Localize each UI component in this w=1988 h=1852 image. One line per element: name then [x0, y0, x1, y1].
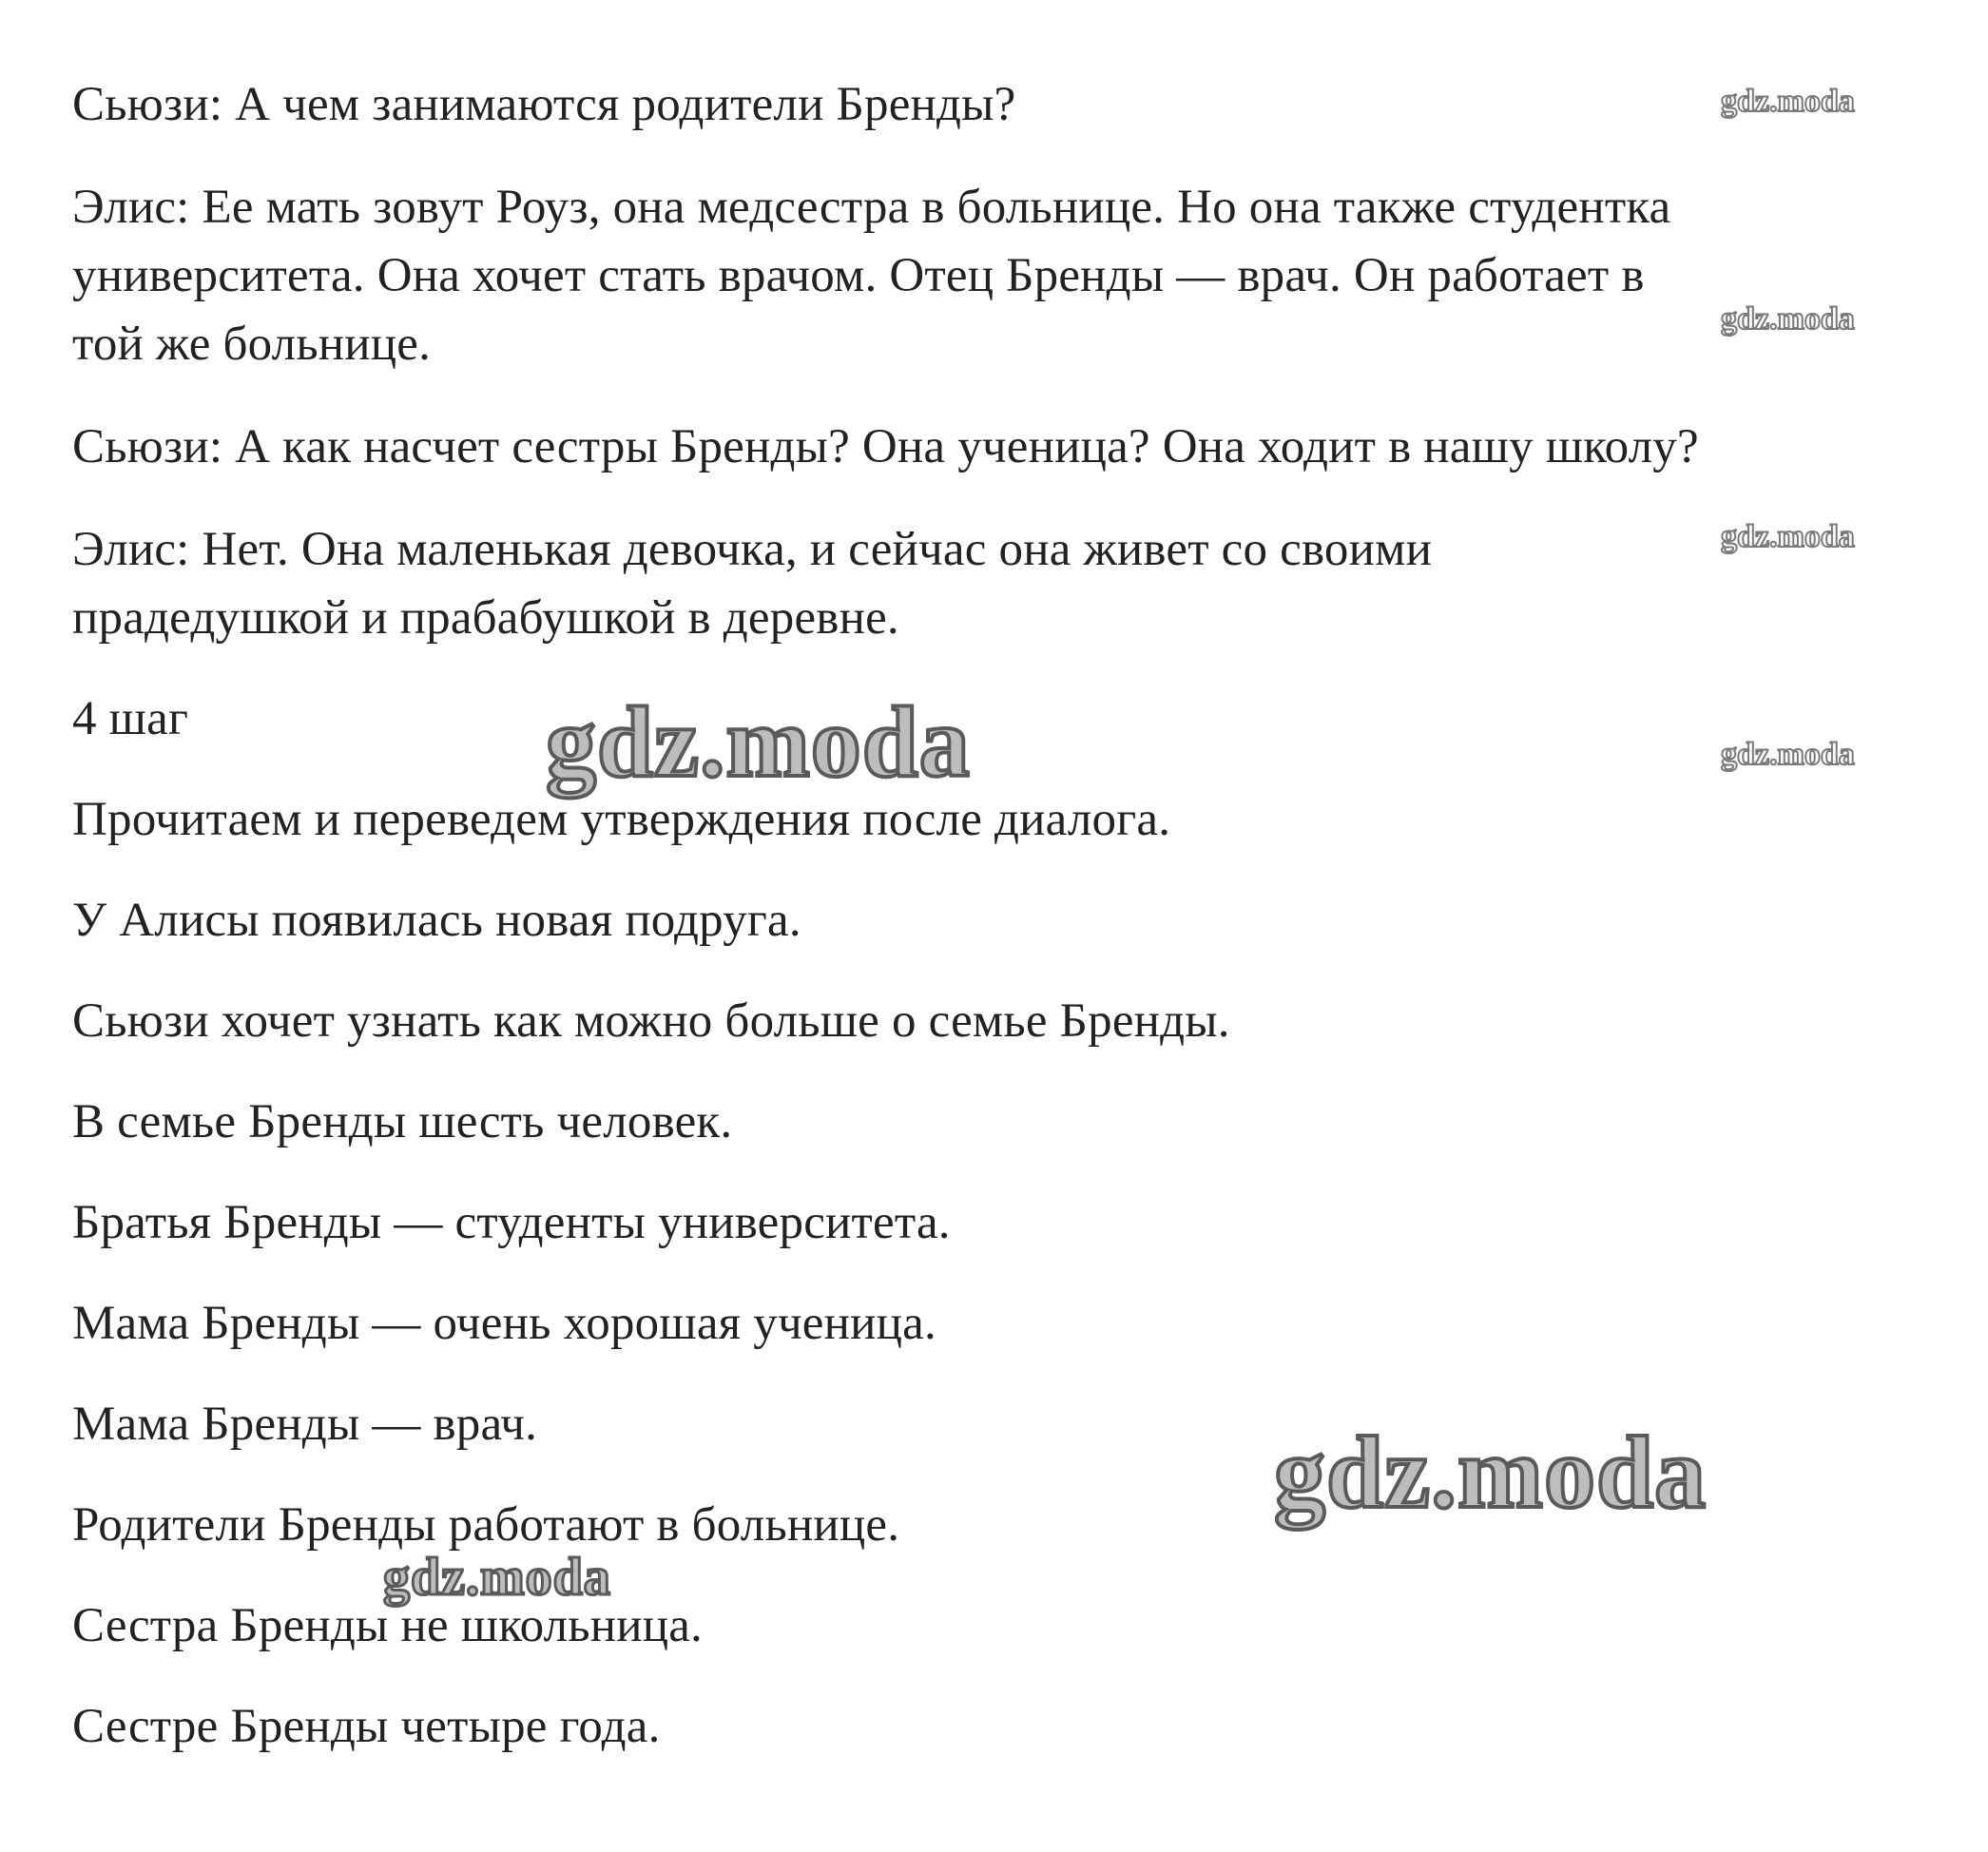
watermark-large: gdz.moda: [1274, 1417, 1708, 1530]
text-line: У Алисы появилась новая подруга.: [72, 894, 801, 947]
watermark: gdz.moda: [1721, 301, 1855, 337]
text-line: Сьюзи: А как насчет сестры Бренды? Она ученица? Она ходит в нашу школу?: [72, 420, 1699, 473]
watermark: gdz.moda: [1721, 737, 1855, 772]
text-line: Сьюзи: А чем занимаются родители Бренды?: [72, 78, 1016, 131]
text-line: Братья Бренды — студенты университета.: [72, 1196, 951, 1249]
watermark: gdz.moda: [1721, 519, 1855, 554]
text-line: Сестра Бренды не школьница.: [72, 1599, 703, 1652]
watermark-medium: gdz.moda: [383, 1548, 611, 1607]
text-line: Элис: Нет. Она маленькая девочка, и сейчас она живет со своими: [72, 523, 1433, 576]
watermark-large: gdz.moda: [546, 686, 971, 798]
text-line: Элис: Ее мать зовут Роуз, она медсестра в больнице. Но она также студентка: [72, 181, 1671, 234]
text-line: Мама Бренды — врач.: [72, 1398, 538, 1451]
text-line: той же больнице.: [72, 318, 432, 371]
text-line: прадедушкой и прабабушкой в деревне.: [72, 591, 899, 645]
text-line: Сестре Бренды четыре года.: [72, 1700, 661, 1753]
text-line: университета. Она хочет стать врачом. Отец Бренды — врач. Он работает в: [72, 249, 1645, 302]
text-line: Мама Бренды — очень хорошая ученица.: [72, 1297, 936, 1350]
text-line: В семье Бренды шесть человек.: [72, 1095, 733, 1148]
text-line: Прочитаем и переведем утверждения после диалога.: [72, 793, 1171, 846]
text-line: Сьюзи хочет узнать как можно больше о семье Бренды.: [72, 994, 1230, 1048]
text-line: Родители Бренды работают в больнице.: [72, 1498, 900, 1552]
watermark: gdz.moda: [1721, 84, 1855, 119]
section-heading: 4 шаг: [72, 692, 189, 745]
